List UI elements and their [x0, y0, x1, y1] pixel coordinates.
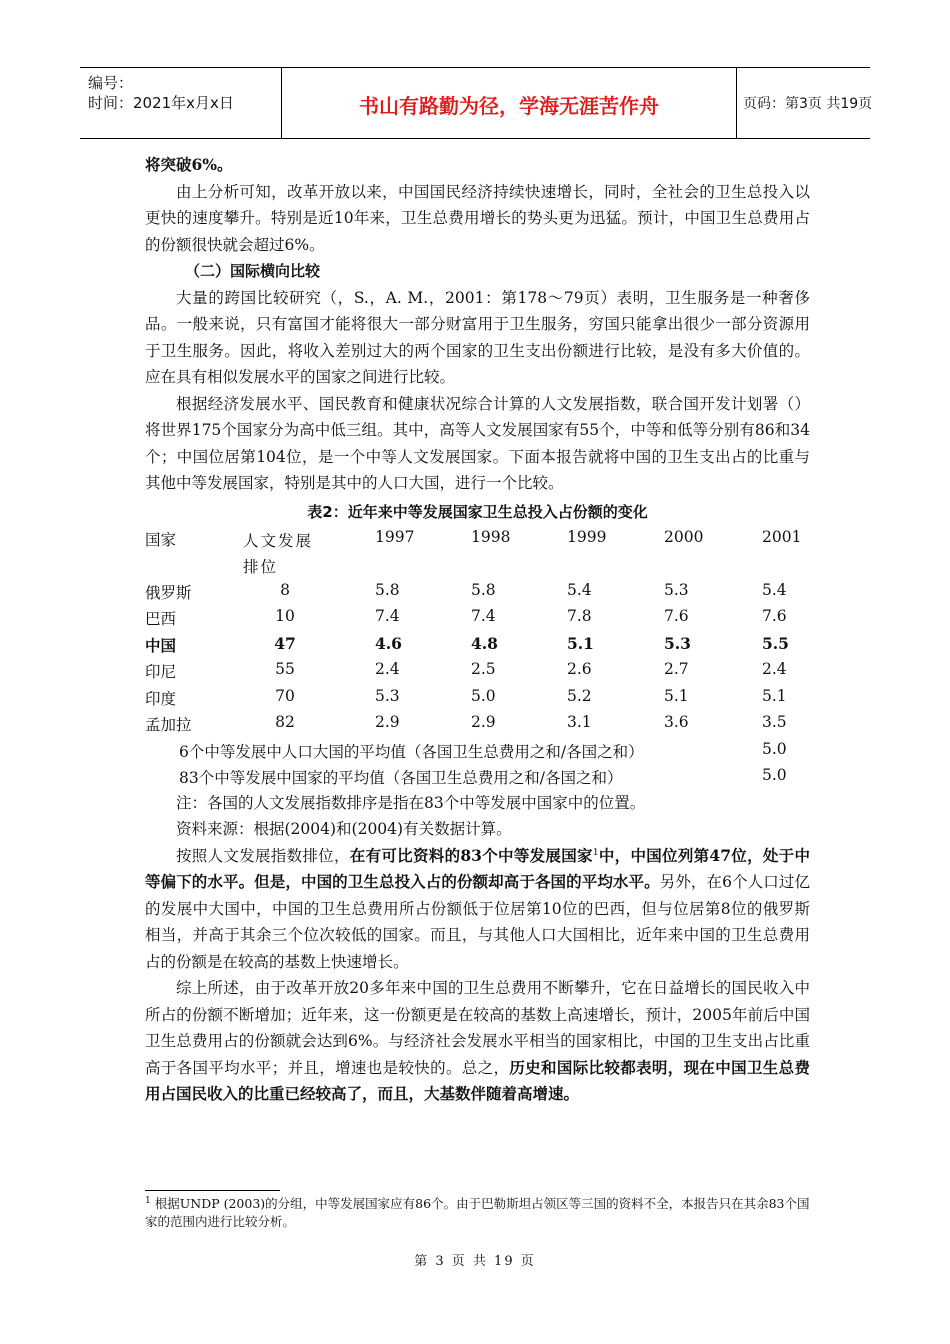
section-title: （二）国际横向比较 — [185, 262, 321, 280]
cell-value: 2.4 — [375, 660, 400, 678]
code-label: 编号： — [88, 74, 134, 92]
cell-country: 印尼 — [145, 663, 177, 681]
cell-country: 孟加拉 — [145, 716, 192, 734]
paragraph-4-intro: 按照人文发展指数排位， — [176, 846, 350, 865]
cell-value: 2.4 — [762, 660, 787, 678]
page-label: 页码：第3页 共19页 — [743, 96, 873, 112]
data-table — [145, 525, 810, 790]
paragraph-4-emphasis-2: 中，中国位列第47位，处于中等偏下的水平。但是，中国的卫生总投入占的份额却高于各国的平均水平。 — [145, 845, 810, 891]
cell-rank: 70 — [275, 686, 295, 705]
cell-country: 巴西 — [145, 610, 177, 628]
cell-value: 4.6 — [375, 633, 402, 653]
page-footer: 第 3 页 共 19 页 — [414, 1254, 536, 1269]
cell-country: 中国 — [145, 635, 177, 655]
cell-value: 7.6 — [664, 607, 689, 625]
average-value: 5.0 — [762, 739, 787, 758]
cell-value: 7.4 — [375, 607, 400, 625]
header-1999: 1999 — [567, 527, 607, 546]
paragraph-4-rest: 另外，在6个人口过亿的发展中大国中，中国的卫生总费用所占份额低于位居第10位的巴西，但与位居第8位的俄罗斯相当，并高于其余三个位次较低的国家。而且，与其他人口大国相比，近年来中国的卫生总费用占的份额是在较高的基数上快速增长。 — [145, 873, 810, 971]
paragraph-5-intro: 综上所述，由于改革开放20多年来中国的卫生总费用不断攀升，它在日益增长的国民收入中所占的份额不断增加；近年来，这一份额更是在较高的基数上高速增长，预计，2005年前后中国卫生总费用占的份额就会达到6%。与经济社会发展水平相当的国家相比，中国的卫生支出占比重高于各国平均水平；并且，增速也是较快的。总之， — [145, 979, 810, 1077]
cell-value: 5.3 — [375, 686, 400, 705]
cell-value: 2.7 — [664, 660, 689, 678]
table-row — [145, 684, 810, 711]
cell-value: 5.8 — [375, 580, 400, 599]
cell-value: 7.4 — [471, 607, 496, 625]
cell-value: 5.3 — [664, 633, 691, 653]
footnote-text: 根据UNDP (2003)的分组，中等发展国家应有86个。由于巴勒斯坦占领区等三国的资料不全，本报告只在其余83个国家的范围内进行比较分析。 — [145, 1196, 810, 1229]
table-note: 注：各国的人文发展指数排序是指在83个中等发展中国家中的位置。 — [176, 793, 646, 812]
page-header — [80, 67, 873, 139]
header-info-cell — [80, 68, 282, 138]
header-country: 国家 — [145, 530, 177, 549]
cell-country: 印度 — [145, 689, 177, 708]
header-motto-cell — [282, 68, 737, 138]
cell-value: 5.1 — [762, 686, 787, 705]
cell-value: 4.8 — [471, 633, 498, 653]
table-caption: 表2：近年来中等发展国家卫生总投入占份额的变化 — [307, 502, 648, 521]
cell-value: 2.6 — [567, 660, 592, 678]
cell-value: 7.8 — [567, 607, 592, 625]
table-source: 资料来源：根据(2004)和(2004)有关数据计算。 — [176, 820, 512, 838]
table-row — [145, 657, 810, 684]
cell-rank: 10 — [275, 607, 295, 625]
paragraph-4 — [145, 843, 810, 976]
cell-value: 5.5 — [762, 633, 789, 653]
average-label: 83个中等发展中国家的平均值（各国卫生总费用之和/各国之和） — [179, 769, 623, 787]
table-row — [145, 710, 810, 737]
average-label: 6个中等发展中人口大国的平均值（各国卫生总费用之和/各国之和） — [179, 742, 644, 761]
cell-value: 2.9 — [375, 713, 400, 731]
cell-value: 5.0 — [471, 686, 496, 705]
cell-value: 3.1 — [567, 713, 592, 731]
motto: 书山有路勤为径，学海无涯苦作舟 — [359, 94, 659, 118]
cell-value: 5.1 — [567, 633, 594, 653]
paragraph-1: 由上分析可知，改革开放以来，中国国民经济持续快速增长，同时，全社会的卫生总投入以更快的速度攀升。特别是近10年来，卫生总费用增长的势头更为迅猛。预计，中国卫生总费用占的份额很快就会超过6%。 — [145, 182, 810, 254]
cell-country: 俄罗斯 — [145, 583, 192, 602]
header-1997: 1997 — [375, 527, 415, 546]
cell-value: 2.5 — [471, 660, 496, 678]
cell-value: 5.2 — [567, 686, 592, 705]
cell-rank: 47 — [274, 633, 296, 653]
footnote — [145, 1195, 810, 1231]
cell-value: 2.9 — [471, 713, 496, 731]
paragraph-5 — [145, 975, 810, 1108]
cell-value: 5.4 — [762, 580, 787, 599]
table-row — [145, 604, 810, 631]
footnote-ref[interactable]: 1 — [592, 847, 599, 858]
table-header-row — [145, 525, 810, 578]
table-row-highlight — [145, 631, 810, 658]
paragraph-2: 大量的跨国比较研究（，S.，A. M.，2001：第178～79页）表明，卫生服务是一种奢侈品。一般来说，只有富国才能将很大一部分财富用于卫生服务，穷国只能拿出很少一部分资源用于卫生服务。因此，将收入差别过大的两个国家的卫生支出份额进行比较，是没有多大价值的。应在具有相似发展水平的国家之间进行比较。 — [145, 288, 810, 386]
cell-value: 5.8 — [471, 580, 496, 599]
cell-value: 5.1 — [664, 686, 689, 705]
cell-value: 5.3 — [664, 580, 689, 599]
cell-value: 5.4 — [567, 580, 592, 599]
footnote-separator — [145, 1190, 280, 1191]
document-body — [145, 152, 810, 1108]
average-value: 5.0 — [762, 766, 787, 784]
cell-value: 3.6 — [664, 713, 689, 731]
paragraph-5-conclusion: 历史和国际比较都表明，现在中国卫生总费用占国民收入的比重已经较高了，而且，大基数伴随着高增速。 — [145, 1057, 810, 1103]
header-rank: 人文发展排位 — [243, 531, 314, 576]
header-2001: 2001 — [762, 527, 802, 546]
paragraph-3: 根据经济发展水平、国民教育和健康状况综合计算的人文发展指数，联合国开发计划署（）将世界175个国家分为高中低三组。其中，高等人文发展国家有55个，中等和低等分别有86和34个；中国位居第104位，是一个中等人文发展国家。下面本报告就将中国的卫生支出占的比重与其他中等发展国家，特别是其中的人口大国，进行一个比较。 — [145, 394, 810, 492]
date-label: 时间：2021年x月x日 — [88, 94, 234, 112]
table-notes — [145, 790, 810, 843]
cell-value: 7.6 — [762, 607, 787, 625]
table-row — [145, 578, 810, 605]
cell-rank: 82 — [275, 713, 295, 731]
cell-rank: 55 — [275, 660, 295, 678]
cell-value: 3.5 — [762, 713, 787, 731]
table-average-row — [145, 763, 810, 790]
paragraph-4-emphasis: 在有可比资料的83个中等发展国家 — [349, 845, 593, 865]
table-average-row — [145, 737, 810, 764]
paragraph-0: 将突破6%。 — [145, 155, 233, 174]
header-2000: 2000 — [664, 527, 704, 546]
header-page-cell — [737, 68, 873, 138]
footnote-number: 1 — [145, 1195, 151, 1206]
header-1998: 1998 — [471, 527, 511, 546]
cell-rank: 8 — [280, 580, 290, 599]
